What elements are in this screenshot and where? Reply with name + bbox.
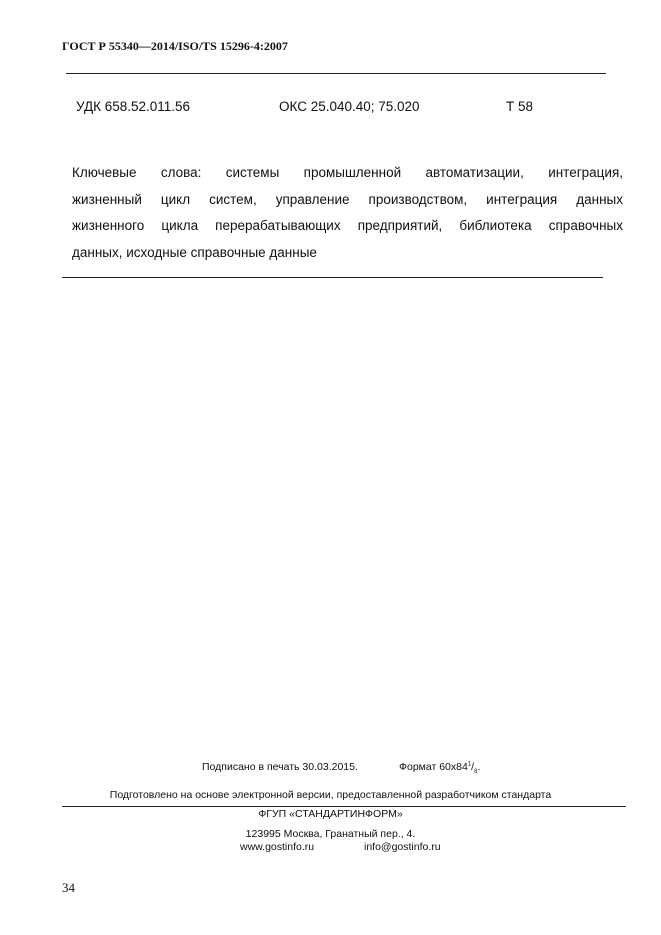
prepared-note: Подготовлено на основе электронной версии, предоставленной разработчиком стандарта — [109, 789, 552, 801]
udk-code: УДК 658.52.011.56 — [76, 99, 191, 114]
keywords-line: жизненный цикл систем, управление производством, интеграция данных — [72, 191, 623, 207]
document-header: ГОСТ Р 55340—2014/ISO/TS 15296-4:2007 — [62, 39, 288, 53]
page-number: 34 — [62, 880, 75, 895]
publisher-address: 123995 Москва, Гранатный пер., 4. — [245, 828, 416, 840]
oks-code: ОКС 25.040.40; 75.020 — [279, 99, 420, 114]
publisher-website: www.gostinfo.ru — [240, 841, 315, 853]
keywords-block — [72, 160, 623, 266]
print-format: Формат $60х84^1/_8$. — [399, 761, 481, 776]
keywords-rule — [62, 277, 603, 278]
header-rule — [66, 73, 606, 74]
keywords-line: жизненного цикла перерабатывающих предприятий, библиотека справочных — [72, 218, 623, 233]
format-denominator: 8 — [474, 769, 478, 776]
format-numerator: 1 — [467, 761, 472, 768]
publisher-name: ФГУП «СТАНДАРТИНФОРМ» — [258, 808, 403, 820]
t-code: Т 58 — [506, 99, 534, 114]
keywords-line: данных, исходные справочные данные — [72, 244, 317, 260]
keywords-line: Ключевые слова: системы промышленной автоматизации, интеграция, — [72, 165, 623, 180]
format-suffix: . — [477, 761, 481, 773]
publisher-email: info@gostinfo.ru — [364, 841, 441, 853]
imprint-rule — [62, 806, 626, 807]
format-prefix: Формат 60х84 — [399, 761, 468, 773]
signed-date: Подписано в печать 30.03.2015. — [202, 761, 358, 773]
